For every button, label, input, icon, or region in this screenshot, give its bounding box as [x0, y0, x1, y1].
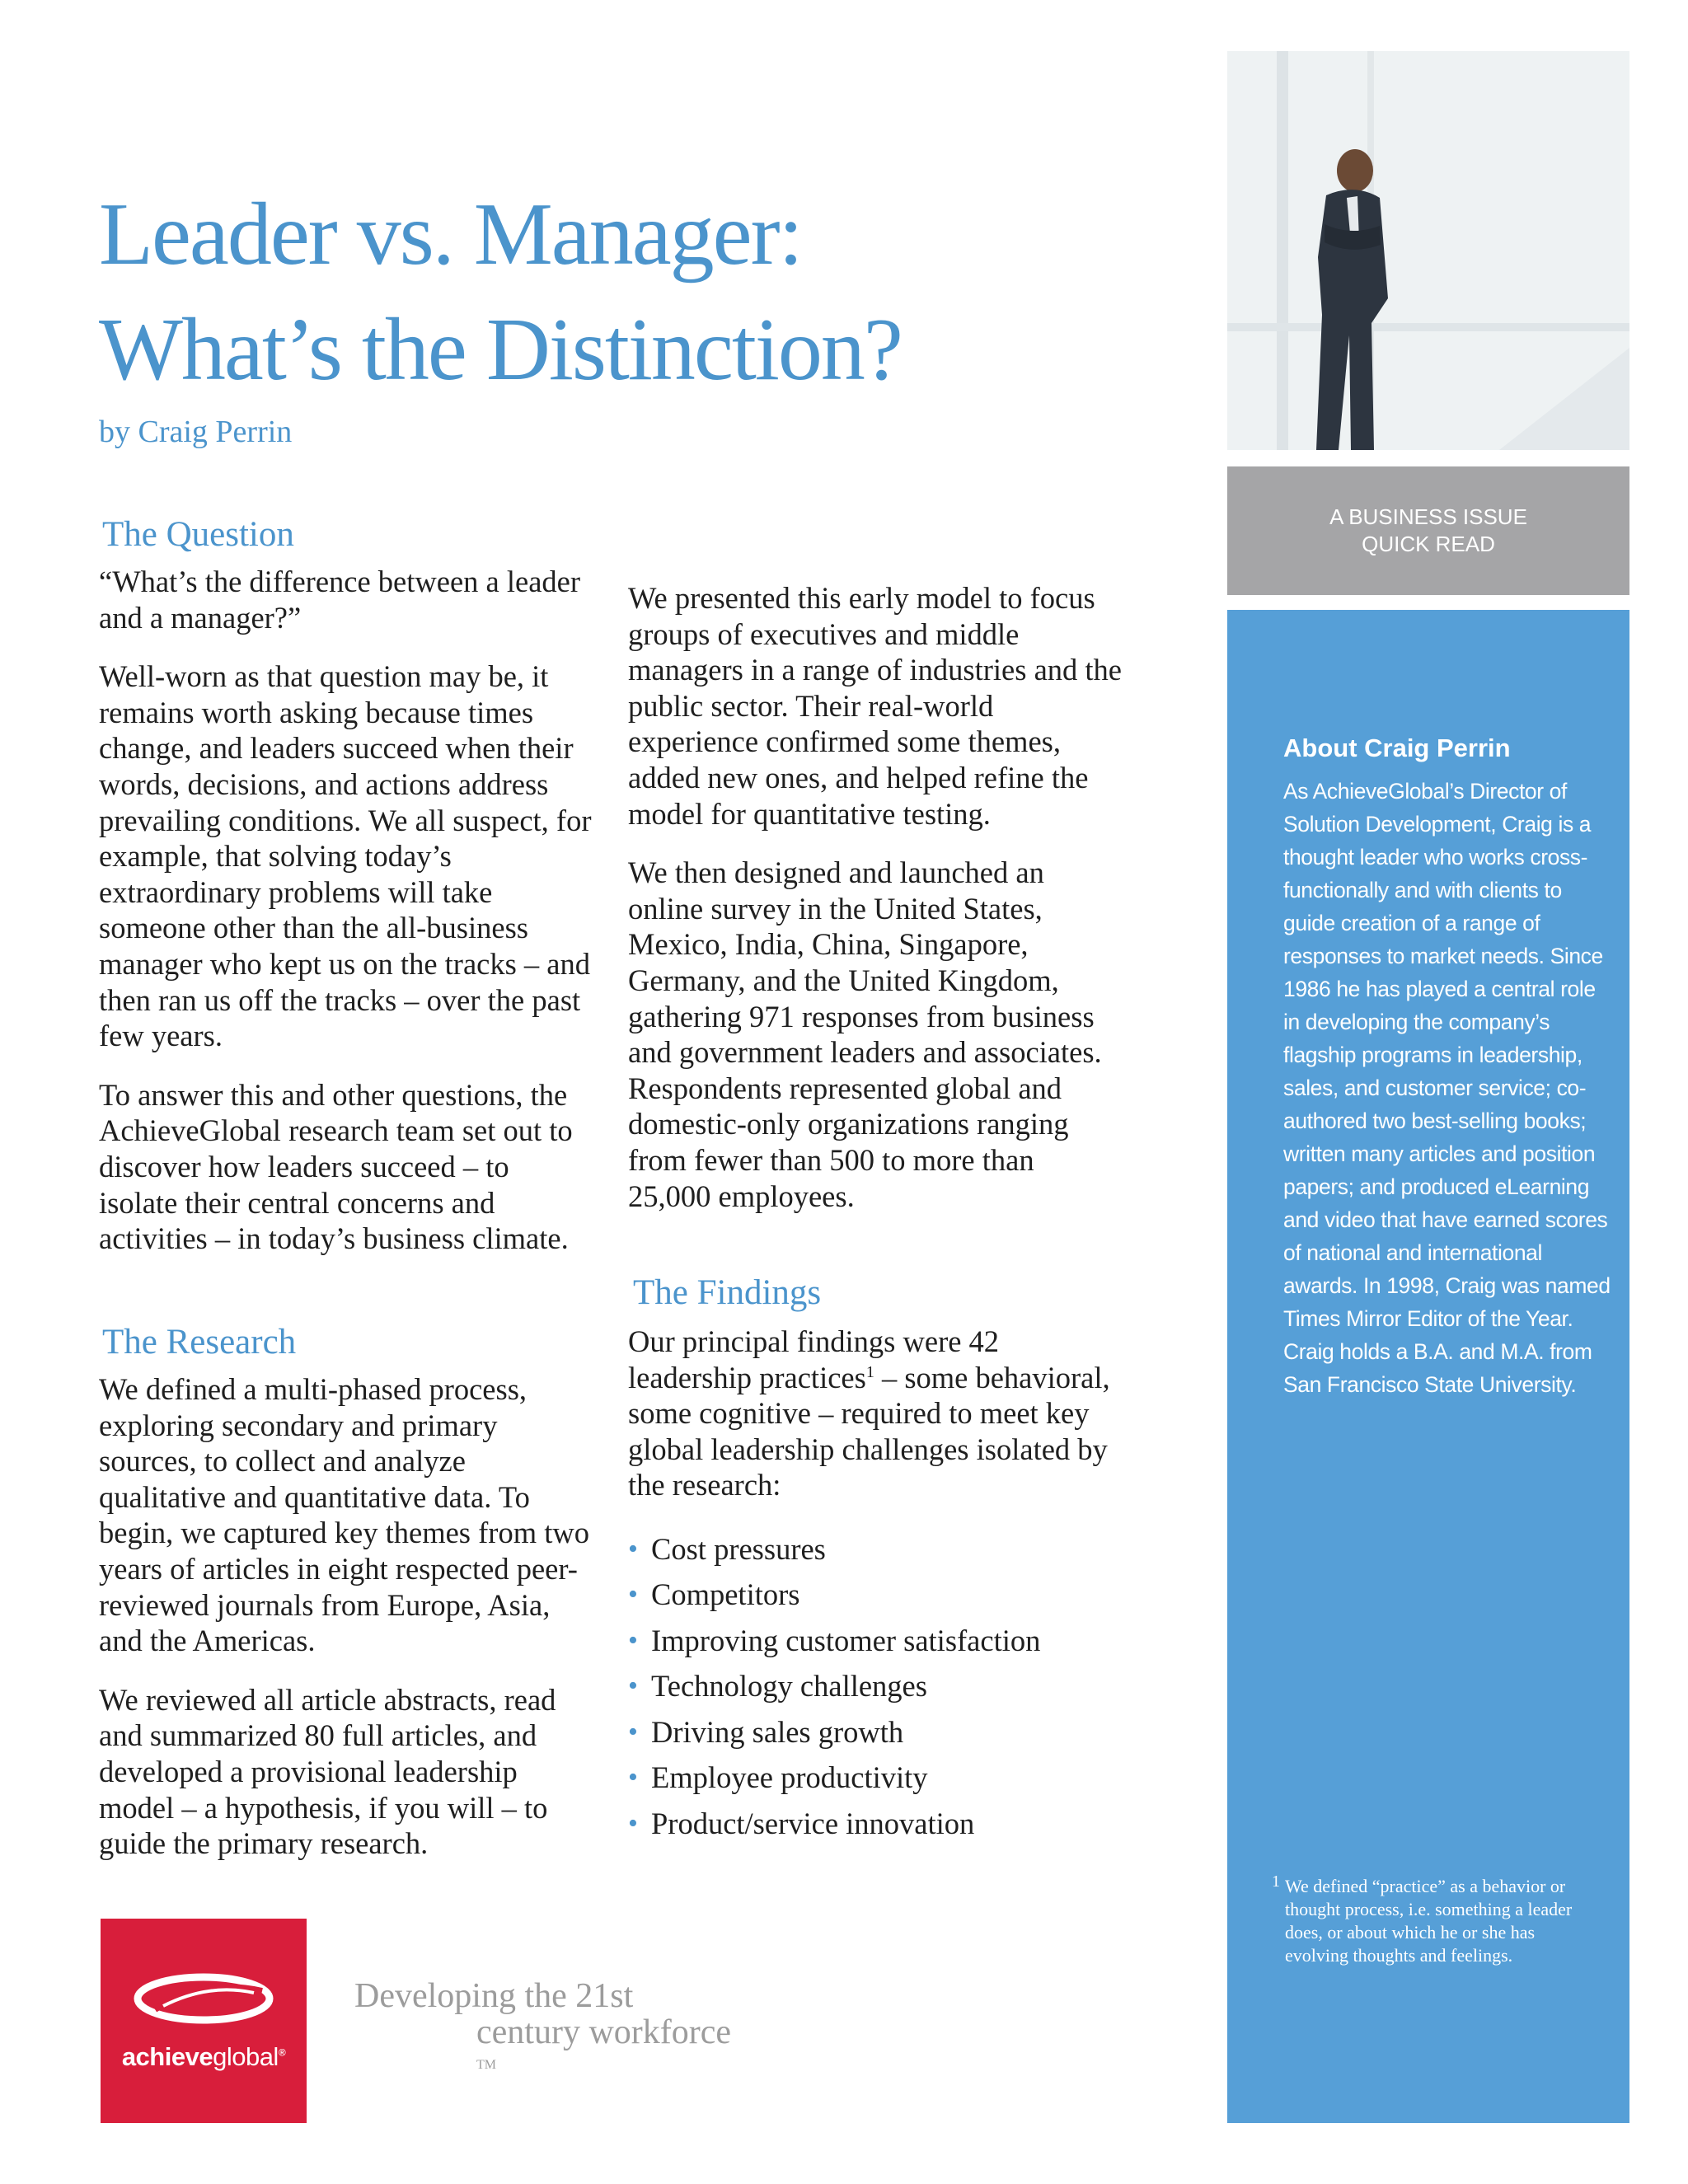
quick-read-line-2: QUICK READ	[1362, 532, 1495, 556]
list-item: • Competitors	[628, 1572, 1123, 1618]
challenges-list	[628, 1526, 1123, 1847]
heading-the-findings: The Findings	[633, 1273, 822, 1312]
businessman-photo	[1227, 51, 1629, 450]
findings-intro: Our principal findings were 42 leadership practices$^1$ – some behavioral, some cognitive – required to meet key global leadership challenges isolated by the research:	[628, 1324, 1110, 1502]
list-item: • Driving sales growth	[628, 1709, 1123, 1755]
middle-paragraph: We then designed and launched an online survey in the United States, Mexico, India, China, Singapore, Germany, and the United Kingdom, gathering 971 responses from business and government leaders and associates. Respondents represented global and domestic-only organizations ranging from fewer than 500 to more than 25,000 employees.	[628, 855, 1102, 1213]
question-paragraph: Well-worn as that question may be, it remains worth asking because times change, and leaders succeed when their words, decisions, and actions address prevailing conditions. We all suspect, for example, that solving today’s extraordinary problems will take someone other than the all-business manager who kept us on the tracks – and then ran us off the tracks – over the past few years.	[99, 659, 592, 1053]
list-item: • Product/service innovation	[628, 1801, 1123, 1847]
title-line-2: What’s the Distinction?	[99, 301, 902, 399]
question-paragraph: To answer this and other questions, the AchieveGlobal research team set out to discover how leaders succeed – to isolate their central concerns and activities – in today’s business climate.	[99, 1077, 573, 1256]
list-item: • Technology challenges	[628, 1663, 1123, 1709]
author-sidebar	[1227, 610, 1629, 2123]
heading-the-question: The Question	[102, 515, 294, 554]
middle-body	[628, 580, 1123, 1237]
question-paragraph: “What’s the difference between a leader and a manager?”	[99, 565, 580, 635]
about-author-heading: About Craig Perrin	[1283, 733, 1511, 762]
quick-read-label	[1227, 466, 1629, 595]
footnote-reference: 1	[865, 1362, 874, 1381]
list-item: • Improving customer satisfaction	[628, 1618, 1123, 1664]
list-item: • Employee productivity	[628, 1755, 1123, 1801]
logo-wordmark: achieveglobal®	[121, 2042, 286, 2071]
findings-body	[628, 1324, 1123, 1846]
footnote-marker: 1	[1272, 1872, 1280, 1891]
middle-paragraph: We presented this early model to focus groups of executives and middle managers in a range of industries and the public sector. Their real-world experience confirmed some themes, added new ones, and helped refine the model for quantitative testing.	[628, 581, 1123, 831]
about-author-text: As AchieveGlobal’s Director of Solution Development, Craig is a thought leader who works cross-functionally and with clients to guide creation of a range of responses to market needs. Since 1986 he has played a central role in developing the company’s flagship programs in leadership, sales, and customer service; co-authored two best-selling books; written many articles and position papers; and produced eLearning and video that have earned scores of national and international awards. In 1998, Craig was named Times Mirror Editor of the Year. Craig holds a B.A. and M.A. from San Francisco State University.	[1283, 779, 1611, 1397]
footnote-text: We defined “practice” as a behavior or thought process, i.e. something a leader does, or about which he or she has evolving thoughts and feelings.	[1285, 1876, 1573, 1966]
swoosh-ring-icon	[130, 1970, 277, 2027]
research-body	[99, 1371, 593, 1885]
quick-read-line-1: A BUSINESS ISSUE	[1329, 504, 1527, 529]
tagline-line-1: Developing the 21st	[354, 1977, 634, 2015]
research-paragraph: We defined a multi-phased process, exploring secondary and primary sources, to collect and analyze qualitative and quantitative data. To begin, we captured key themes from two years of articles in eight respected peer-reviewed journals from Europe, Asia, and the Americas.	[99, 1372, 589, 1658]
achieveglobal-logo	[101, 1919, 307, 2123]
tagline	[354, 1978, 731, 2087]
article-title	[99, 177, 1170, 408]
businessman-illustration	[1227, 51, 1629, 450]
footnote	[1272, 1872, 1601, 1967]
list-item: • Cost pressures	[628, 1526, 1123, 1572]
title-line-1: Leader vs. Manager:	[99, 185, 802, 284]
research-paragraph: We reviewed all article abstracts, read and summarized 80 full articles, and developed a provisional leadership model – a hypothesis, if you will – to guide the primary research.	[99, 1682, 556, 1861]
byline: by Craig Perrin	[99, 415, 293, 449]
question-body	[99, 564, 593, 1280]
tagline-line-2: century workforce ™	[476, 2013, 732, 2072]
heading-the-research: The Research	[102, 1323, 297, 1361]
